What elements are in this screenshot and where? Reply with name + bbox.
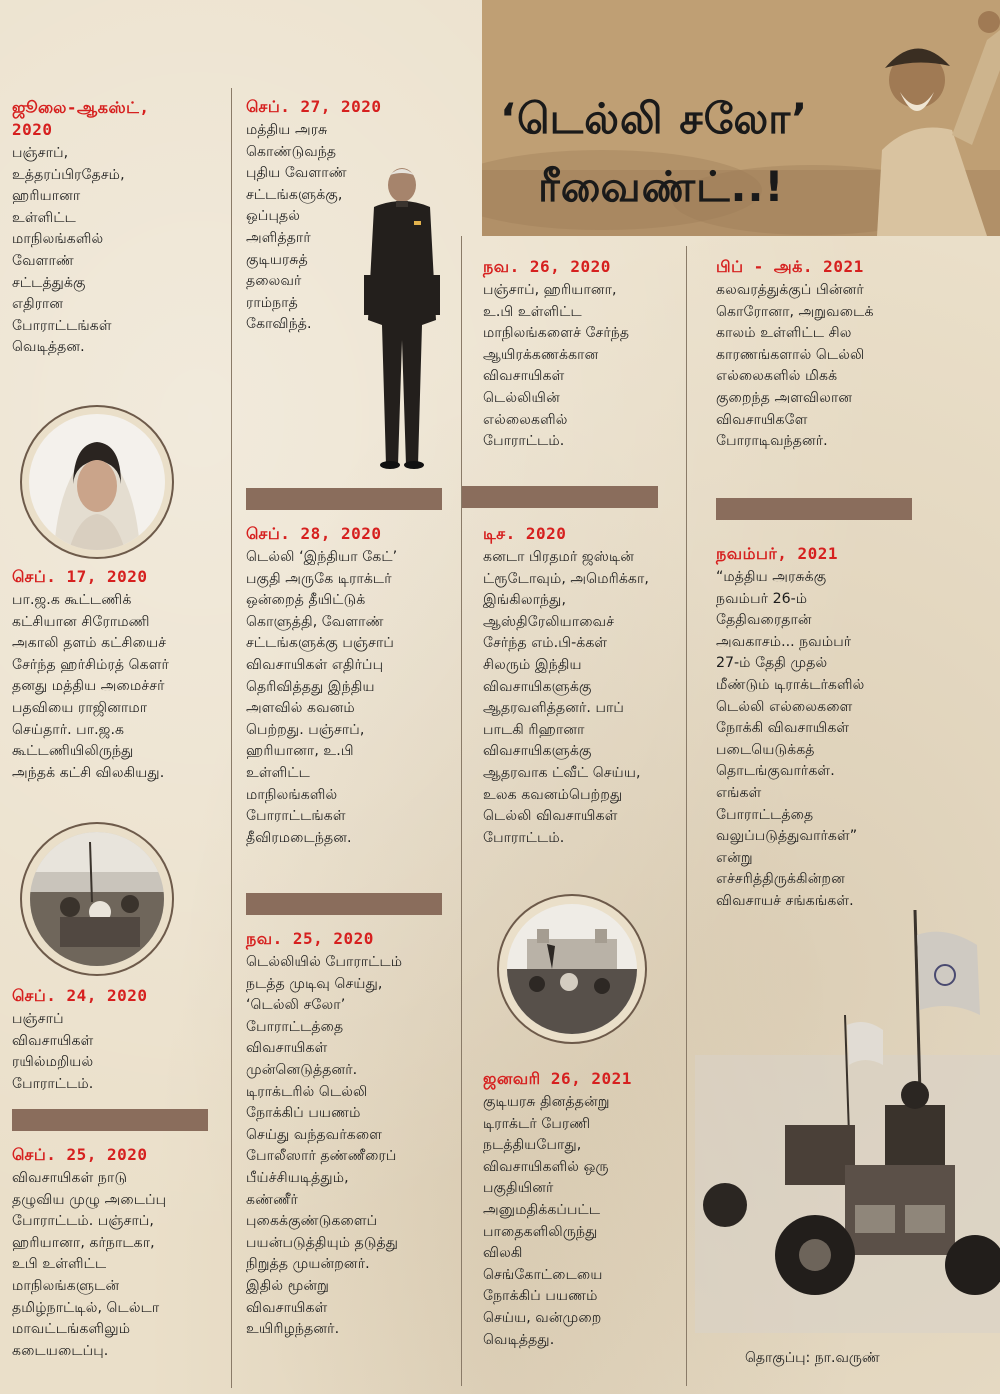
entry-sep25-2020: [12, 1144, 232, 1362]
entry-text: பஞ்சாப், ஹரியானா, உ.பி உள்ளிட்ட மாநிலங்களைச் சேர்ந்த ஆயிரக்கணக்கான விவசாயிகள் டெல்லியின் எல்லைகளில் போராட்டம்.: [483, 282, 630, 450]
entry-text: பஞ்சாப் விவசாயிகள் ரயில்மறியல் போராட்டம்.: [12, 1011, 94, 1092]
red-fort-image: [507, 904, 637, 1034]
president-portrait: [352, 165, 452, 470]
portrait-image: [29, 414, 165, 550]
entry-nov25-2020: [246, 928, 458, 1341]
entry-nov-2021: [716, 543, 946, 913]
entry-text: டெல்லியில் போராட்டம் நடத்த முடிவு செய்து, ‘டெல்லி சலோ’ போராட்டத்தை விவசாயிகள் முன்னெடுத்தனர். டிராக்டரில் டெல்லி நோக்கிப் பயணம் செய்து வந்தவர்களை போலீஸார் தண்ணீரைப் பீய்ச்சியடித்தும், கண்ணீர் புகைக்குண்டுகளைப் பயன்படுத்தியும் தடுத்து நிறுத்த முயன்றனர். இதில் மூன்று விவசாயிகள் உயிரிழந்தனர்.: [246, 954, 403, 1338]
harsimrat-kaur-photo: [20, 405, 174, 559]
entry-text: மத்திய அரசு கொண்டுவந்த புதிய வேளாண் சட்டங்களுக்கு, ஒப்புதல் அளித்தார் குடியரசுத் தலைவர் ராம்நாத் கோவிந்த்.: [246, 122, 347, 333]
entry-date: ஜனவரி 26, 2021: [483, 1069, 632, 1088]
protest-image: [30, 832, 164, 966]
column-divider: [461, 236, 462, 1386]
divider-bar: [462, 486, 658, 508]
entry-date: செப். 27, 2020: [246, 97, 382, 116]
entry-feb-oct-2021: [716, 256, 926, 453]
entry-date: நவ. 26, 2020: [483, 257, 611, 276]
entry-date: செப். 28, 2020: [246, 524, 382, 543]
entry-date: செப். 25, 2020: [12, 1145, 148, 1164]
hero-banner: [482, 0, 1000, 236]
divider-bar: [246, 893, 442, 915]
entry-date: செப். 24, 2020: [12, 986, 148, 1005]
entry-text: “மத்திய அரசுக்கு நவம்பர் 26-ம் தேதிவரைதான் அவகாசம்... நவம்பர் 27-ம் தேதி முதல் மீண்டும் டிராக்டர்களில் டெல்லி எல்லைகளை நோக்கி விவசாயிகள் படையெடுக்கத் தொடங்குவார்கள். எங்கள் போராட்டத்தை வலுப்படுத்துவார்கள்” என்று எச்சரித்திருக்கின்றன விவசாயச் சங்கங்கள்.: [716, 569, 865, 909]
entry-date: டிச. 2020: [483, 524, 567, 543]
entry-date: ஜூலை-ஆகஸ்ட்,: [12, 98, 150, 117]
compiled-by-credit: தொகுப்பு: நா.வருண்: [745, 1350, 880, 1366]
red-fort-photo: [497, 894, 647, 1044]
entry-jan26-2021: [483, 1068, 683, 1351]
entry-text: கனடா பிரதமர் ஜஸ்டின் ட்ரூடோவும், அமெரிக்கா, இங்கிலாந்து, ஆஸ்திரேலியாவைச் சேர்ந்த எம்.பி-க்கள் சிலரும் இந்திய விவசாயிகளுக்கு ஆதரவளித்தனர். பாப் பாடகி ரிஹானா விவசாயிகளுக்கு ஆதரவாக ட்வீட் செய்ய, உலக கவனம்பெற்றது டெல்லி விவசாயிகள் போராட்டம்.: [483, 549, 649, 846]
entry-date: செப். 17, 2020: [12, 567, 148, 586]
entry-dec-2020: [483, 523, 683, 849]
entry-date: நவம்பர், 2021: [716, 544, 839, 563]
entry-sep17-2020: [12, 566, 227, 784]
entry-text: டெல்லி ‘இந்தியா கேட்’ பகுதி அருகே டிராக்டர் ஒன்றைத் தீயிட்டுக் கொளுத்தி, வேளாண் சட்டங்களுக்கு பஞ்சாப் விவசாயிகள் எதிர்ப்பு தெரிவித்தது இந்திய அளவில் கவனம் பெற்றது. பஞ்சாப், ஹரியானா, உ.பி உள்ளிட்ட மாநிலங்களில் போராட்டங்கள் தீவிரமடைந்தன.: [246, 549, 398, 846]
entry-text: பா.ஜ.க கூட்டணிக் கட்சியான சிரோமணி அகாலி தளம் கட்சியைச் சேர்ந்த ஹர்சிம்ரத் கௌர் தனது மத்திய அமைச்சர் பதவியை ராஜினாமா செய்தார். பா.ஜ.க கூட்டணியிலிருந்து அந்தக் கட்சி விலகியது.: [12, 592, 169, 781]
entry-date-year: 2020: [12, 120, 53, 139]
entry-nov26-2020: [483, 256, 683, 453]
entry-text: விவசாயிகள் நாடு தழுவிய முழு அடைப்பு போராட்டம். பஞ்சாப், ஹரியானா, கர்நாடகா, உபி உள்ளிட்ட மாநிலங்களுடன் தமிழ்நாட்டில், டெல்டா மாவட்டங்களிலும் கடையடைப்பு.: [12, 1170, 167, 1359]
entry-text: கலவரத்துக்குப் பின்னர் கொரோனா, அறுவடைக் காலம் உள்ளிட்ட சில காரணங்களால் டெல்லி எல்லைகளில் மிகக் குறைந்த அளவிலான விவசாயிகளே போராடிவந்தனர்.: [716, 282, 874, 450]
divider-bar: [12, 1109, 208, 1131]
entry-text: பஞ்சாப், உத்தரப்பிரதேசம், ஹரியானா உள்ளிட்ட மாநிலங்களில் வேளாண் சட்டத்துக்கு எதிரான போராட்டங்கள் வெடித்தன.: [12, 145, 125, 356]
tractor-photo: [695, 905, 1000, 1333]
entry-date: நவ. 25, 2020: [246, 929, 374, 948]
divider-bar: [716, 498, 912, 520]
entry-text: குடியரசு தினத்தன்று டிராக்டர் பேரணி நடத்தியபோது, விவசாயிகளில் ஒரு பகுதியினர் அனுமதிக்கப்பட்ட பாதைகளிலிருந்து விலகி செங்கோட்டையை நோக்கிப் பயணம் செய்ய, வன்முறை வெடித்தது.: [483, 1094, 610, 1348]
entry-sep28-2020: [246, 523, 458, 849]
entry-jul-aug-2020: [12, 97, 227, 359]
column-divider: [686, 246, 687, 1386]
entry-date: பிப் - அக். 2021: [716, 257, 864, 276]
title-line2: ரீவைண்ட்..!: [538, 162, 785, 211]
divider-bar: [246, 488, 442, 510]
title-line1: ‘டெல்லி சலோ’: [500, 94, 809, 143]
rail-protest-photo: [20, 822, 174, 976]
entry-sep24-2020: [12, 985, 227, 1095]
